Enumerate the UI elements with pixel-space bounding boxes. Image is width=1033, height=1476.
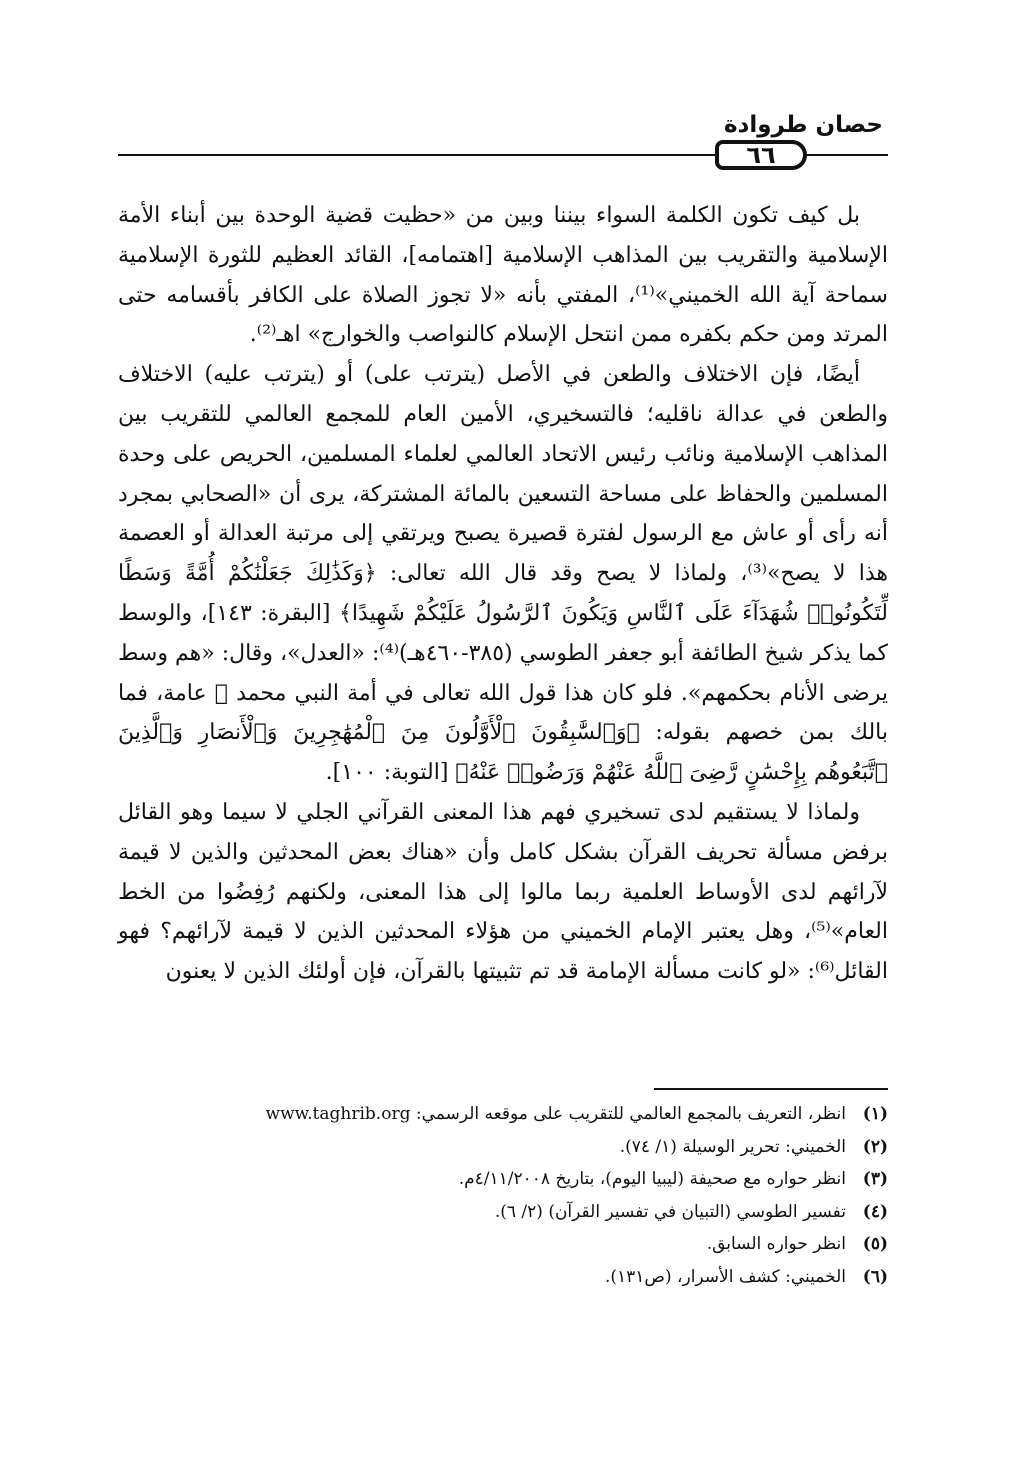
footnote-text: الخميني: كشف الأسرار، (ص١٣١). [604,1266,846,1287]
footnote-rule [654,1088,888,1090]
footnotes [118,1098,888,1294]
footnote [118,1131,888,1164]
footnote-text: تفسير الطوسي (التبيان في تفسير القرآن) (٢/ ٦). [494,1201,846,1222]
footnote-number: (٥) [862,1234,888,1255]
footnote [118,1163,888,1196]
footnote-text: انظر حواره مع صحيفة (ليبيا اليوم)، بتاريخ ٤/١١/٢٠٠٨م. [458,1169,846,1190]
page-number: ٦٦ [715,140,807,170]
paragraph: ولماذا لا يستقيم لدى تسخيري فهم هذا المعنى القرآني الجلي لا سيما وهو القائل برفض مسألة تحريف القرآن بشكل كامل وأن «هناك بعض المحدثين والذين لا قيمة لآرائهم لدى الأوساط العلمية ربما مالوا إلى هذا المعنى، ولكنهم رُفِضُوا من الخط العام»⁽⁵⁾، وهل يعتبر الإمام الخميني من هؤلاء المحدثين الذين لا قيمة لآرائهم؟ فهو القائل⁽⁶⁾: «لو كانت مسألة الإمامة قد تم تثبيتها بالقرآن، فإن أولئك الذين لا يعنون [118,799,888,985]
footnote-number: (٦) [862,1266,888,1287]
footnote-number: (٤) [862,1201,888,1222]
running-header-title: حصان طروادة [723,112,883,138]
footnote-text: انظر، التعريف بالمجمع العالمي للتقريب على موقعه الرسمي: www.taghrib.org [265,1104,846,1124]
footnote-number: (٣) [862,1169,888,1190]
paragraph: بل كيف تكون الكلمة السواء بيننا وبين من «حظيت قضية الوحدة بين أبناء الأمة الإسلامية والتقريب بين المذاهب الإسلامية [اهتمامه]، القائد العظيم للثورة الإسلامية سماحة آية الله الخميني»⁽¹⁾، المفتي بأنه «لا تجوز الصلاة على الكافر بأقسامه حتى المرتد ومن حكم بكفره ممن انتحل الإسلام كالنواصب والخوارج» اهـ⁽²⁾. [118,203,888,348]
footnote [118,1261,888,1294]
footnote-text: الخميني: تحرير الوسيلة (١/ ٧٤). [619,1136,846,1157]
footnote [118,1196,888,1229]
footnote-number: (١) [862,1104,888,1124]
footnote [118,1098,888,1131]
footnote-number: (٢) [862,1136,888,1157]
footnote [118,1228,888,1261]
paragraph: أيضًا، فإن الاختلاف والطعن في الأصل (يترتب على) أو (يترتب عليه) الاختلاف والطعن في عدالة ناقليه؛ فالتسخيري، الأمين العام للمجمع العالمي للتقريب بين المذاهب الإسلامية ونائب رئيس الاتحاد العالمي لعلماء المسلمين، الحريص على وحدة المسلمين والحفاظ على مساحة التسعين بالمائة المشتركة، يرى أن «الصحابي بمجرد أنه رأى أو عاش مع الرسول لفترة قصيرة يصبح ويرتقي إلى مرتبة العدالة أو العصمة هذا لا يصح»⁽³⁾، ولماذا لا يصح وقد قال الله تعالى: ﴿وَكَذَٰلِكَ جَعَلْنَٰكُمْ أُمَّةً وَسَطًا لِّتَكُونُوا۟ شُهَدَآءَ عَلَى ٱلنَّاسِ وَيَكُونَ ٱلرَّسُولُ عَلَيْكُمْ شَهِيدًا﴾ [البقرة: ١٤٣]، والوسط كما يذكر شيخ الطائفة أبو جعفر الطوسي (٣٨٥-٤٦٠هـ)⁽⁴⁾: «العدل»، وقال: «هم وسط يرضى الأنام بحكمهم». فلو كان هذا قول الله تعالى في أمة النبي محمد ﷺ عامة، فما بالك بمن خصهم بقوله: ﴿وَٱلسَّٰبِقُونَ ٱلْأَوَّلُونَ مِنَ ٱلْمُهَٰجِرِينَ وَٱلْأَنصَارِ وَٱلَّذِينَ ٱتَّبَعُوهُم بِإِحْسَٰنٍ رَّضِىَ ٱللَّهُ عَنْهُمْ وَرَضُوا۟ عَنْهُ﴾ [التوبة: ١٠٠]. [118,362,889,786]
main-text [118,196,888,992]
footnote-text: انظر حواره السابق. [706,1234,846,1255]
